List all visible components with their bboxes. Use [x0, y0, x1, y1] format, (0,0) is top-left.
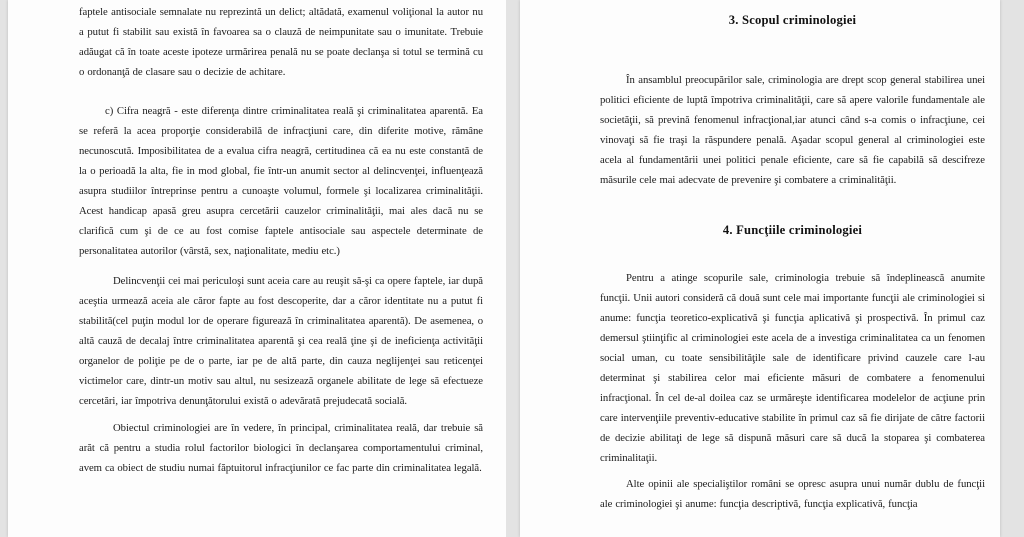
- page-gap: [506, 0, 520, 537]
- paragraph-functii: Pentru a atinge scopurile sale, criminologia trebuie să îndeplinească anumite funcţii. Unii autori consideră că două sunt cele mai importante funcţii ale criminologiei si anume: funcţia teoretico-explicativă şi funcţia aplicativă şi prospectivă. În primul caz demersul ştiinţific al criminologiei este acela de a investiga criminalitatea ca un fenomen social uman, cu toate sensibilităţile sale de identificare privind cauzele care l-au determinat şi stabilirea celor mai eficiente măsuri de combatere a fenomenului infracţional. În cel de-al doilea caz se urmăreşte identificarea modelelor de acţiune prin care intervenţiile preventiv-educative stabilite în primul caz să fie dirijate de către factorii de decizie abilitaţi de lege să dispună măsuri care să ducă la stoparea şi combaterea criminalitaţii.: [600, 272, 985, 464]
- paragraph-alte-opinii: Alte opinii ale specialiştilor români se opresc asupra unui număr dublu de funcţii ale criminologiei şi anume: funcţia descriptivă, funcţia explicativă, funcţia: [600, 478, 985, 510]
- paragraph-delincventii: Delincvenţii cei mai periculoşi sunt aceia care au reuşit să-şi ca opere faptele, iar după aceştia urmează aceia ale căror fapte au fost descoperite, dar a căror identitate nu a putut fi stabilită(cel puţin modul lor de operare figurează în criminalitatea aparentă). De asemenea, o altă cauză de decalaj între criminalitatea aparentă şi cea reală ţine şi de ineficienţa activităţii organelor de poliţie pe de o parte, iar pe de altă parte, din cauza neglijenţei sau reticenţei victimelor care, dintr-un motiv sau altul, nu sesizează organele abilitate de lege să efectueze cercetări, iar împotriva denunţătorului există o adevărată prejudecată socială.: [79, 275, 483, 407]
- paragraph-continuation: faptele antisociale semnalate nu reprezintă un delict; altădată, examenul voliţional la autor nu a putut fi stabilit sau există în favoarea sa o clauză de neimpunitate sau o imunitate. Trebuie adăugat că în toate aceste ipoteze urmărirea penală nu se poate declanşa si totul se termină cu o ordonanţă de clasare sau o decizie de achitare.: [79, 6, 483, 78]
- section-heading-functiile-criminologiei: 4. Funcţiile criminologiei: [722, 223, 863, 237]
- paragraph-obiectul: Obiectul criminologiei are în vedere, în principal, criminalitatea reală, dar trebuie să arăt că pentru a studia rolul factorilor biologici în declanşarea comportamentului criminal, avem ca obiect de studiu numai făptuitorul infracţiunilor ce fac parte din criminalitatea legală.: [79, 422, 483, 474]
- page-right[interactable]: [520, 0, 1000, 537]
- section-heading-scopul-criminologiei: 3. Scopul criminologiei: [728, 13, 857, 27]
- page-left[interactable]: [8, 0, 506, 537]
- paragraph-cifra-neagra: c) Cifra neagră - este diferenţa dintre criminalitatea reală şi criminalitatea aparentă. Ea se referă la acea proporţie considerabilă de infracţiuni care, din diferite motive, rămâne necunoscută. Imposibilitatea de a evalua cifra neagră, certitudinea că ea nu este constantă de la o perioadă la alta, fie in mod global, fie într-un anumit sector al delincvenţei, influenţează asupra studiilor întreprinse pentru a cunoaşte volumul, formele şi localizarea criminalităţii. Acest handicap apasă greu asupra cercetării cauzelor criminalităţii, mai ales dacă nu se clarifică cum şi de ce au fost comise faptele antisociale sau aspectele determinate de personalitatea autorilor (vârstă, sex, naţionalitate, mediu etc.): [79, 105, 483, 257]
- paragraph-scop: În ansamblul preocupărilor sale, criminologia are drept scop general stabilirea unei politici eficiente de luptă împotriva criminalităţii, care să apere valorile fundamentale ale societăţii, să prevină fenomenul infracţional,iar atunci când s-a comis o infracţiune, cei vinovaţi să fie traşi la răspundere penală. Aşadar scopul general al criminologiei este acela al fundamentării unei politici penale eficiente, care să fie capabilă să descifreze măsurile cele mai adecvate de prevenire şi combatere a criminalităţii.: [600, 74, 985, 186]
